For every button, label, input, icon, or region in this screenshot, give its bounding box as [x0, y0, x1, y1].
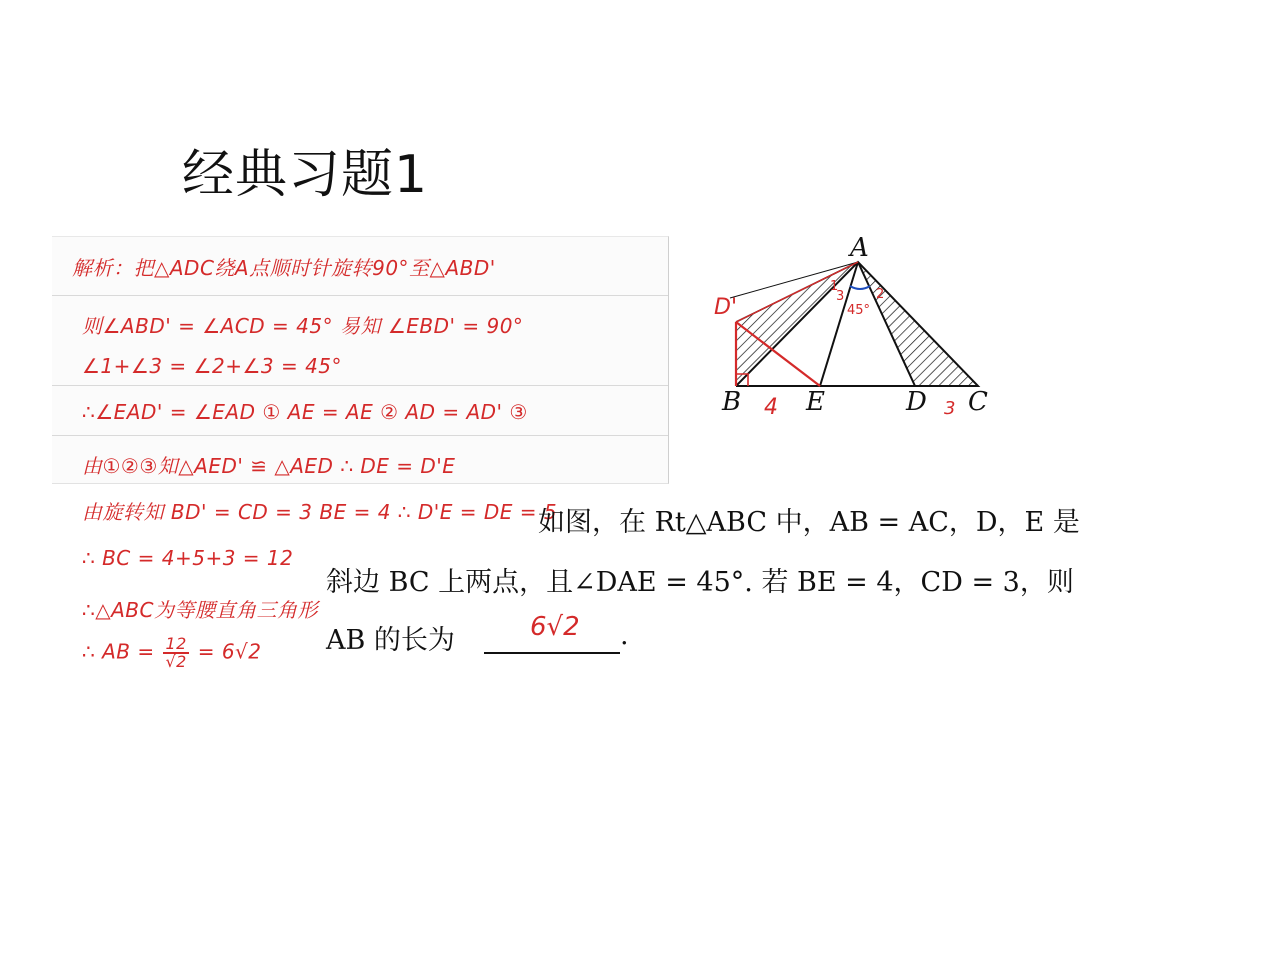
- label-angle-1: 1: [830, 279, 839, 294]
- label-angle-2: 2: [876, 287, 885, 302]
- solution-line-6: 由旋转知 BD' = CD = 3 BE = 4 ∴ D'E = DE = 5: [82, 500, 558, 524]
- label-b: B: [722, 387, 742, 417]
- label-e: E: [806, 387, 825, 417]
- problem-line-3: AB 的长为: [326, 625, 455, 656]
- label-angle-dae: 45°: [847, 303, 871, 318]
- final-prefix: ∴ AB =: [82, 639, 155, 664]
- label-be-length: 4: [764, 395, 778, 420]
- geometry-figure: [700, 228, 1020, 428]
- solution-line-8: ∴△ABC为等腰直角三角形: [82, 598, 318, 622]
- solution-line-2: 则∠ABD' = ∠ACD = 45° 易知 ∠EBD' = 90°: [82, 314, 524, 338]
- problem-line-1: 如图，在 Rt△ABC 中，AB = AC，D，E 是: [538, 507, 1080, 538]
- label-angle-3: 3: [836, 289, 845, 304]
- divider: [52, 385, 668, 386]
- solution-line-3: ∠1+∠3 = ∠2+∠3 = 45°: [82, 354, 343, 378]
- fraction-denominator: √2: [165, 652, 187, 671]
- problem-period: .: [620, 620, 629, 651]
- solution-line-4: ∴∠EAD' = ∠EAD ① AE = AE ② AD = AD' ③: [82, 400, 528, 424]
- solution-line-9: [82, 636, 262, 670]
- label-d: D: [906, 387, 927, 417]
- divider: [52, 295, 668, 296]
- page-title: 经典习题1: [182, 145, 429, 205]
- solution-line-7: ∴ BC = 4+5+3 = 12: [82, 546, 294, 570]
- label-dc-length: 3: [944, 398, 956, 419]
- solution-line-5: 由①②③知△AED' ≌ △AED ∴ DE = D'E: [82, 454, 456, 478]
- label-a: A: [850, 233, 869, 263]
- fraction: [163, 636, 188, 670]
- fraction-numerator: 12: [163, 636, 188, 654]
- angle-arc-dae: [850, 286, 870, 289]
- problem-line-2: 斜边 BC 上两点，且∠DAE = 45°. 若 BE = 4，CD = 3，则: [326, 567, 1074, 598]
- divider: [52, 435, 668, 436]
- final-result: = 6√2: [197, 639, 262, 664]
- label-c: C: [968, 387, 988, 417]
- answer-blank: [484, 652, 620, 654]
- label-d-prime: D': [714, 295, 737, 320]
- answer-text: 6√2: [530, 612, 580, 642]
- solution-line-1: 解析：把△ADC绕A点顺时针旋转90°至△ABD': [72, 256, 496, 280]
